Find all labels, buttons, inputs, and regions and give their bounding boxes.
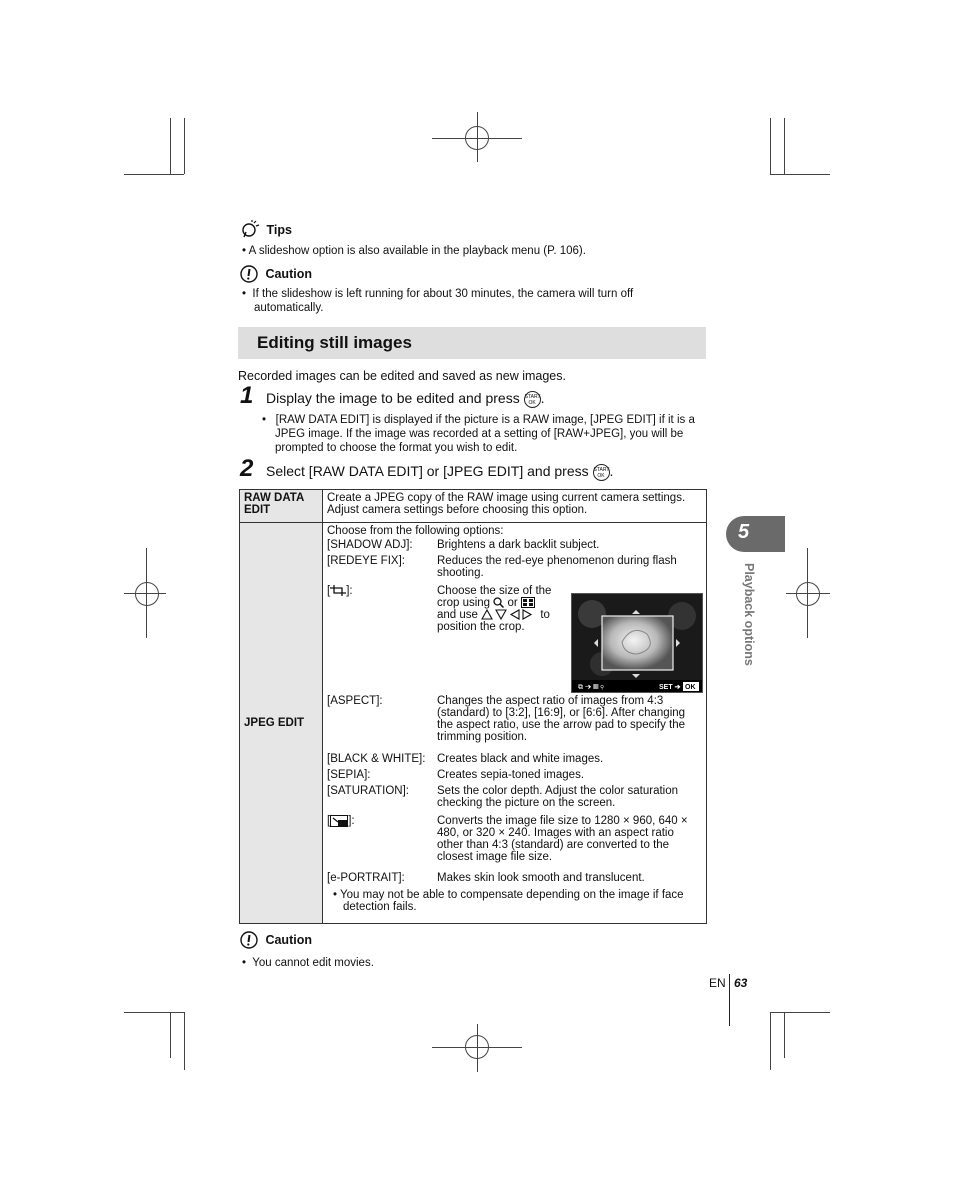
- option-desc: Brightens a dark backlit subject.: [437, 539, 600, 551]
- option-desc: Creates black and white images.: [437, 753, 604, 765]
- jpeg-options-cell: [323, 523, 707, 924]
- option-desc: Reduces the red-eye phenomenon during flash shooting.: [437, 555, 677, 579]
- tips-heading: Tips: [266, 223, 292, 237]
- zoom-icon: [493, 597, 504, 608]
- intro-text: Recorded images can be edited and saved as new images.: [238, 369, 566, 383]
- option-key: [e-PORTRAIT]:: [327, 872, 405, 884]
- svg-text:OK: OK: [685, 684, 696, 691]
- table-row-raw: [240, 490, 707, 523]
- crop-icon: [330, 585, 346, 596]
- table-row-jpeg: [240, 523, 707, 924]
- chapter-number: 5: [738, 521, 750, 543]
- step2-number: 2: [240, 455, 254, 482]
- resize-icon: [330, 815, 348, 827]
- caution-top-section: [240, 265, 312, 283]
- raw-desc: Create a JPEG copy of the RAW image using current camera settings. Adjust camera settings before choosing this option.: [323, 490, 707, 523]
- jpeg-label: JPEG EDIT: [240, 523, 323, 924]
- option-key: [SEPIA]:: [327, 769, 371, 781]
- option-desc-crop: Choose the size of the crop using or and use to position the crop.: [437, 585, 552, 633]
- ok-button-icon: START OK: [593, 464, 610, 481]
- index-icon: [521, 597, 535, 608]
- caution-bottom-heading: Caution: [265, 933, 312, 947]
- option-desc: Sets the color depth. Adjust the color saturation checking the picture on the screen.: [437, 785, 679, 809]
- chapter-label: Playback options: [742, 563, 756, 666]
- tips-section: [240, 220, 292, 240]
- caution-bottom-section: [240, 931, 312, 949]
- jpeg-intro: Choose from the following options:: [327, 525, 504, 537]
- step1-text: Display the image to be edited and press START OK .: [266, 390, 545, 406]
- option-desc: Makes skin look smooth and translucent.: [437, 872, 645, 884]
- option-key: [REDEYE FIX]:: [327, 555, 405, 567]
- option-key: [ASPECT]:: [327, 695, 383, 707]
- caution-top-item: • If the slideshow is left running for about 30 minutes, the camera will turn off automatically.: [242, 288, 634, 314]
- crop-preview-image: [572, 594, 702, 692]
- crop-screen-illustration: [571, 593, 703, 693]
- step1-number: 1: [240, 382, 254, 409]
- section-title: Editing still images: [257, 333, 412, 352]
- chapter-tab: [726, 516, 785, 552]
- caution-icon: [240, 931, 258, 949]
- option-key-crop: [ ]:: [327, 585, 353, 597]
- caution-top-heading: Caution: [265, 267, 312, 281]
- option-desc: Converts the image file size to 1280 × 960, 640 × 480, or 320 × 240. Images with an aspect ratio other than 4:3 (standard) are converted to the closest image file size.: [437, 815, 688, 863]
- ok-button-icon: START OK: [524, 391, 541, 408]
- tips-item: • A slideshow option is also available in the playback menu (P. 106).: [242, 245, 586, 257]
- option-key: [SATURATION]:: [327, 785, 409, 797]
- caution-icon: [240, 265, 258, 283]
- option-desc: Changes the aspect ratio of images from 4:3 (standard) to [3:2], [16:9], or [6:6]. After changing the aspect ratio, use the arrow pad to specify the trimming position.: [437, 695, 686, 743]
- arrow-pad-icon: [481, 609, 537, 620]
- step2-text: Select [RAW DATA EDIT] or [JPEG EDIT] and press START OK .: [266, 463, 614, 479]
- step1-note: • [RAW DATA EDIT] is displayed if the picture is a RAW image, [JPEG EDIT] if it is a JPEG image. If the image was recorded at a setting of [RAW+JPEG], you will be prompted to choose the format you wish to edit.: [262, 414, 695, 454]
- lightbulb-icon: [240, 220, 262, 240]
- caution-bottom-item: • You cannot edit movies.: [242, 957, 374, 969]
- svg-text:SET ➔: SET ➔: [659, 684, 681, 691]
- footer-divider: [729, 974, 730, 1026]
- edit-options-table: [239, 489, 707, 924]
- option-key: [BLACK & WHITE]:: [327, 753, 426, 765]
- option-key: [SHADOW ADJ]:: [327, 539, 413, 551]
- svg-text:⧉ ➔ ▦ ⚲: ⧉ ➔ ▦ ⚲: [578, 684, 604, 691]
- page-number: 63: [734, 976, 748, 990]
- option-key-resize: [ ]:: [327, 815, 355, 828]
- jpeg-note: • You may not be able to compensate depending on the image if face detection fails.: [333, 889, 684, 913]
- footer-lang: EN: [709, 976, 726, 990]
- raw-label: RAW DATA EDIT: [240, 490, 323, 523]
- option-desc: Creates sepia-toned images.: [437, 769, 585, 781]
